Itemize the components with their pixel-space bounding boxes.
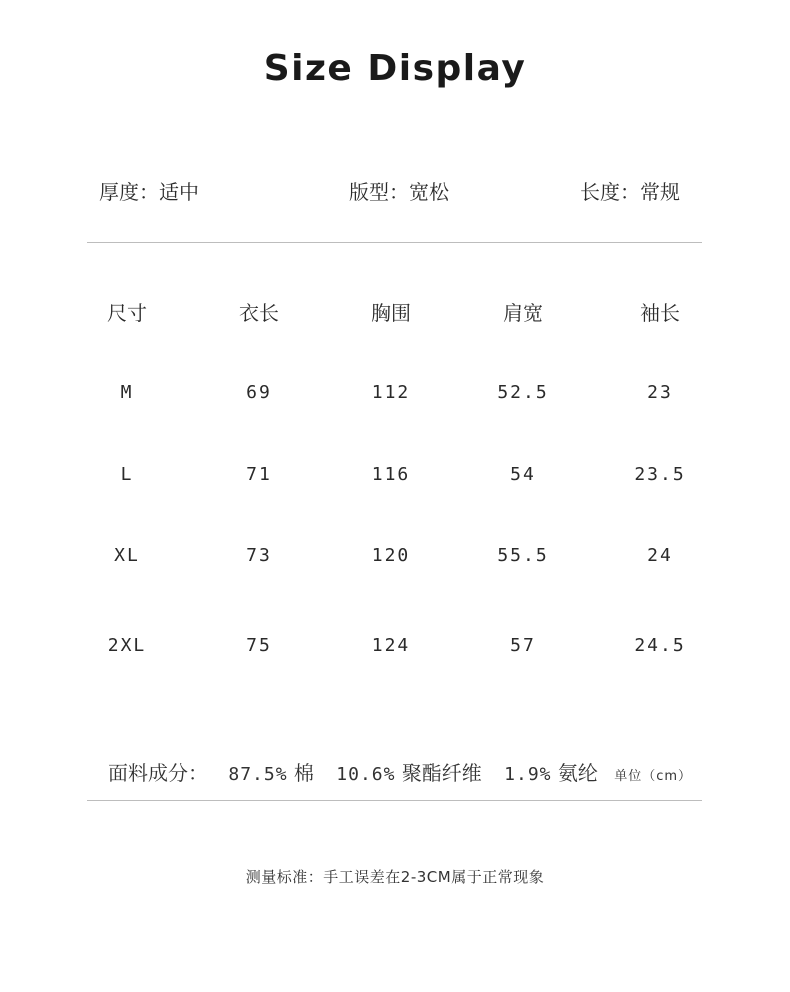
table-cell-shoulder: 52.5 [497, 382, 549, 403]
table-cell-shoulder: 55.5 [497, 545, 549, 566]
fabric-label: 面料成分： [108, 761, 208, 785]
header-chest: 胸围 [371, 301, 411, 325]
header-shoulder: 肩宽 [503, 301, 543, 325]
table-cell-sleeve: 24.5 [634, 635, 686, 656]
fabric-material: 聚酯纤维 [401, 761, 482, 785]
fabric-percent: 1.9% [504, 764, 552, 785]
length-attribute: 长度：常规 [580, 180, 680, 204]
table-cell-length: 75 [246, 635, 272, 656]
table-cell-chest: 112 [371, 382, 411, 403]
table-cell-shoulder: 57 [510, 635, 536, 656]
table-cell-length: 69 [246, 382, 272, 403]
table-cell-sleeve: 24 [647, 545, 673, 566]
table-cell-size: 2XL [107, 635, 147, 656]
fabric-composition [108, 757, 692, 786]
table-cell-size: L [120, 464, 134, 485]
page-title: Size Display [263, 48, 527, 89]
header-size: 尺寸 [107, 301, 147, 325]
table-cell-sleeve: 23.5 [634, 464, 686, 485]
fabric-material: 棉 [293, 761, 314, 785]
table-cell-length: 73 [246, 545, 272, 566]
fabric-material: 氨纶 [557, 761, 598, 785]
measurement-note: 测量标准：手工误差在2-3CM属于正常现象 [245, 868, 545, 886]
table-cell-sleeve: 23 [647, 382, 673, 403]
table-cell-chest: 124 [371, 635, 411, 656]
divider-bottom [87, 800, 702, 801]
table-cell-size: M [120, 382, 134, 403]
table-cell-size: XL [114, 545, 140, 566]
fabric-percent: 87.5% [228, 764, 288, 785]
unit-label: 单位（cm） [614, 769, 693, 784]
header-length: 衣长 [239, 301, 279, 325]
table-cell-chest: 116 [371, 464, 411, 485]
table-cell-shoulder: 54 [510, 464, 536, 485]
fit-attribute: 版型：宽松 [349, 180, 449, 204]
header-sleeve: 袖长 [640, 301, 680, 325]
thickness-attribute: 厚度：适中 [99, 180, 199, 204]
fabric-percent: 10.6% [336, 764, 396, 785]
table-cell-chest: 120 [371, 545, 411, 566]
table-cell-length: 71 [246, 464, 272, 485]
